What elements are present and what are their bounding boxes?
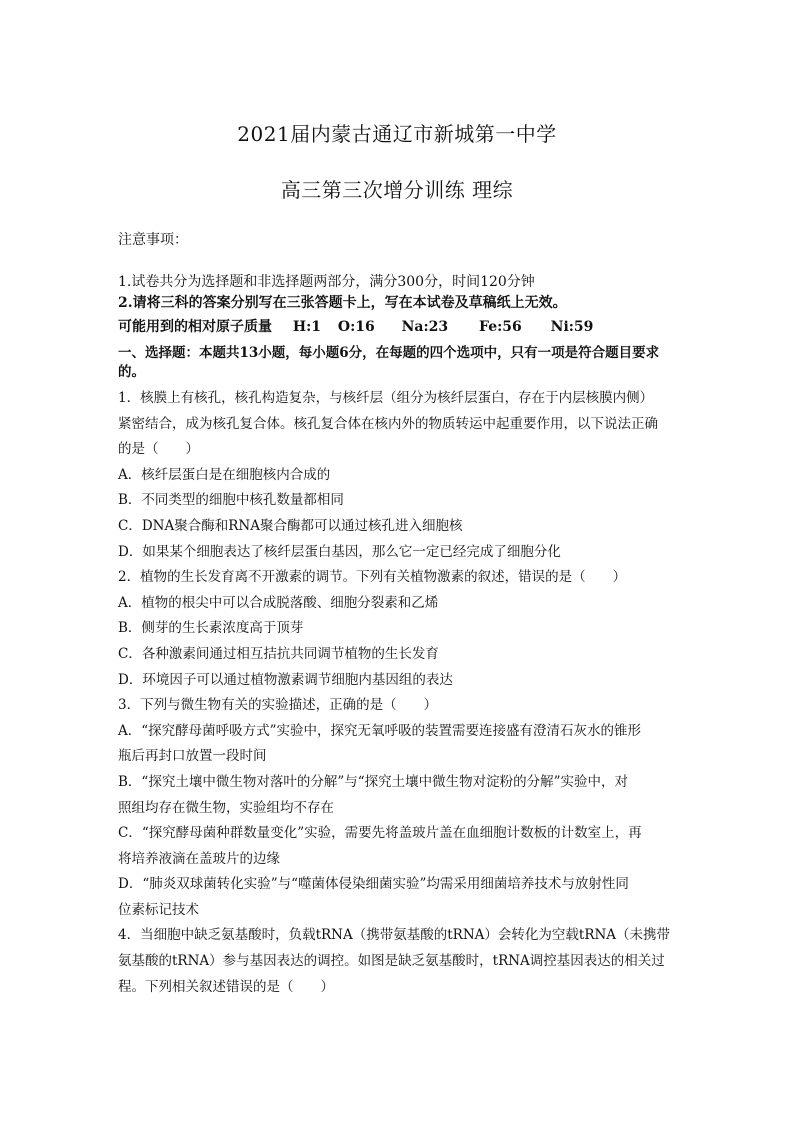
notice-item: 1.试卷共分为选择题和非选择题两部分，满分300分，时间120分钟 bbox=[118, 274, 535, 290]
question-stem-line: 氨基酸的tRNA）参与基因表达的调控。如图是缺乏氨基酸时，tRNA调控基因表达的相关过 bbox=[118, 953, 665, 970]
question-option: B．不同类型的细胞中核孔数量都相同 bbox=[118, 492, 344, 509]
question-stem-line: 3．下列与微生物有关的实验描述，正确的是（ ） bbox=[118, 697, 438, 714]
exam-title: 2021届内蒙古通辽市新城第一中学 bbox=[237, 122, 557, 146]
atomic-mass-value: O:16 bbox=[337, 319, 375, 335]
question-stem-line: 的是（ ） bbox=[118, 441, 199, 458]
question-stem-line: 4．当细胞中缺乏氨基酸时，负载tRNA（携带氨基酸的tRNA）会转化为空载tRNA（未携带 bbox=[118, 927, 671, 944]
atomic-mass-line bbox=[118, 316, 678, 336]
question-option: C．各种激素间通过相互拮抗共同调节植物的生长发育 bbox=[118, 645, 439, 662]
notice-item: 2.请将三科的答案分别写在三张答题卡上，写在本试卷及草稿纸上无效。 bbox=[118, 295, 567, 311]
question-list bbox=[118, 386, 678, 1000]
question-stem-line: 程。下列相关叙述错误的是（ ） bbox=[118, 978, 334, 995]
question-option: A．核纤层蛋白是在细胞核内合成的 bbox=[118, 466, 331, 483]
question-option: 位素标记技术 bbox=[118, 901, 199, 918]
question-option: A．“探究酵母菌呼吸方式”实验中，探究无氧呼吸的装置需要连接盛有澄清石灰水的锥形 bbox=[118, 722, 642, 739]
atomic-mass-value: Na:23 bbox=[401, 319, 449, 335]
question-option: D．环境因子可以通过植物激素调节细胞内基因组的表达 bbox=[118, 671, 453, 688]
exam-subtitle: 高三第三次增分训练 理综 bbox=[280, 178, 514, 202]
question-option: 照组均存在微生物，实验组均不存在 bbox=[118, 799, 334, 816]
question-option: 瓶后再封口放置一段时间 bbox=[118, 748, 267, 765]
section-heading: 一、选择题：本题共13小题，每小题6分，在每题的四个选项中，只有一项是符合题目要求的。 bbox=[118, 345, 660, 380]
notice-heading: 注意事项： bbox=[118, 232, 188, 248]
question-option: D．如果某个细胞表达了核纤层蛋白基因，那么它一定已经完成了细胞分化 bbox=[118, 543, 561, 560]
question-stem-line: 紧密结合，成为核孔复合体。核孔复合体在核内外的物质转运中起重要作用，以下说法正确 bbox=[118, 415, 658, 432]
question-option: C．“探究酵母菌种群数量变化”实验，需要先将盖玻片盖在血细胞计数板的计数室上，再 bbox=[118, 825, 642, 842]
atomic-mass-value: Fe:56 bbox=[479, 319, 522, 335]
question-option: B．“探究土壤中微生物对落叶的分解”与“探究土壤中微生物对淀粉的分解”实验中，对 bbox=[118, 773, 629, 790]
question-stem-line: 1．核膜上有核孔，核孔构造复杂，与核纤层（组分为核纤层蛋白，存在于内层核膜内侧） bbox=[118, 390, 654, 406]
atomic-mass-value: Ni:59 bbox=[550, 319, 594, 335]
question-option: B．侧芽的生长素浓度高于顶芽 bbox=[118, 620, 304, 637]
question-option: A．植物的根尖中可以合成脱落酸、细胞分裂素和乙烯 bbox=[118, 594, 439, 611]
question-stem-line: 2．植物的生长发育离不开激素的调节。下列有关植物激素的叙述，错误的是（ ） bbox=[118, 569, 627, 586]
question-option: C．DNA聚合酶和RNA聚合酶都可以通过核孔进入细胞核 bbox=[118, 517, 463, 534]
atomic-mass-label: 可能用到的相对原子质量 bbox=[118, 319, 272, 335]
question-option: D．“肺炎双球菌转化实验”与“噬菌体侵染细菌实验”均需采用细菌培养技术与放射性同 bbox=[118, 876, 629, 893]
atomic-mass-value: H:1 bbox=[292, 319, 322, 335]
question-option: 将培养液滴在盖玻片的边缘 bbox=[118, 850, 280, 867]
notice-list bbox=[118, 272, 678, 314]
